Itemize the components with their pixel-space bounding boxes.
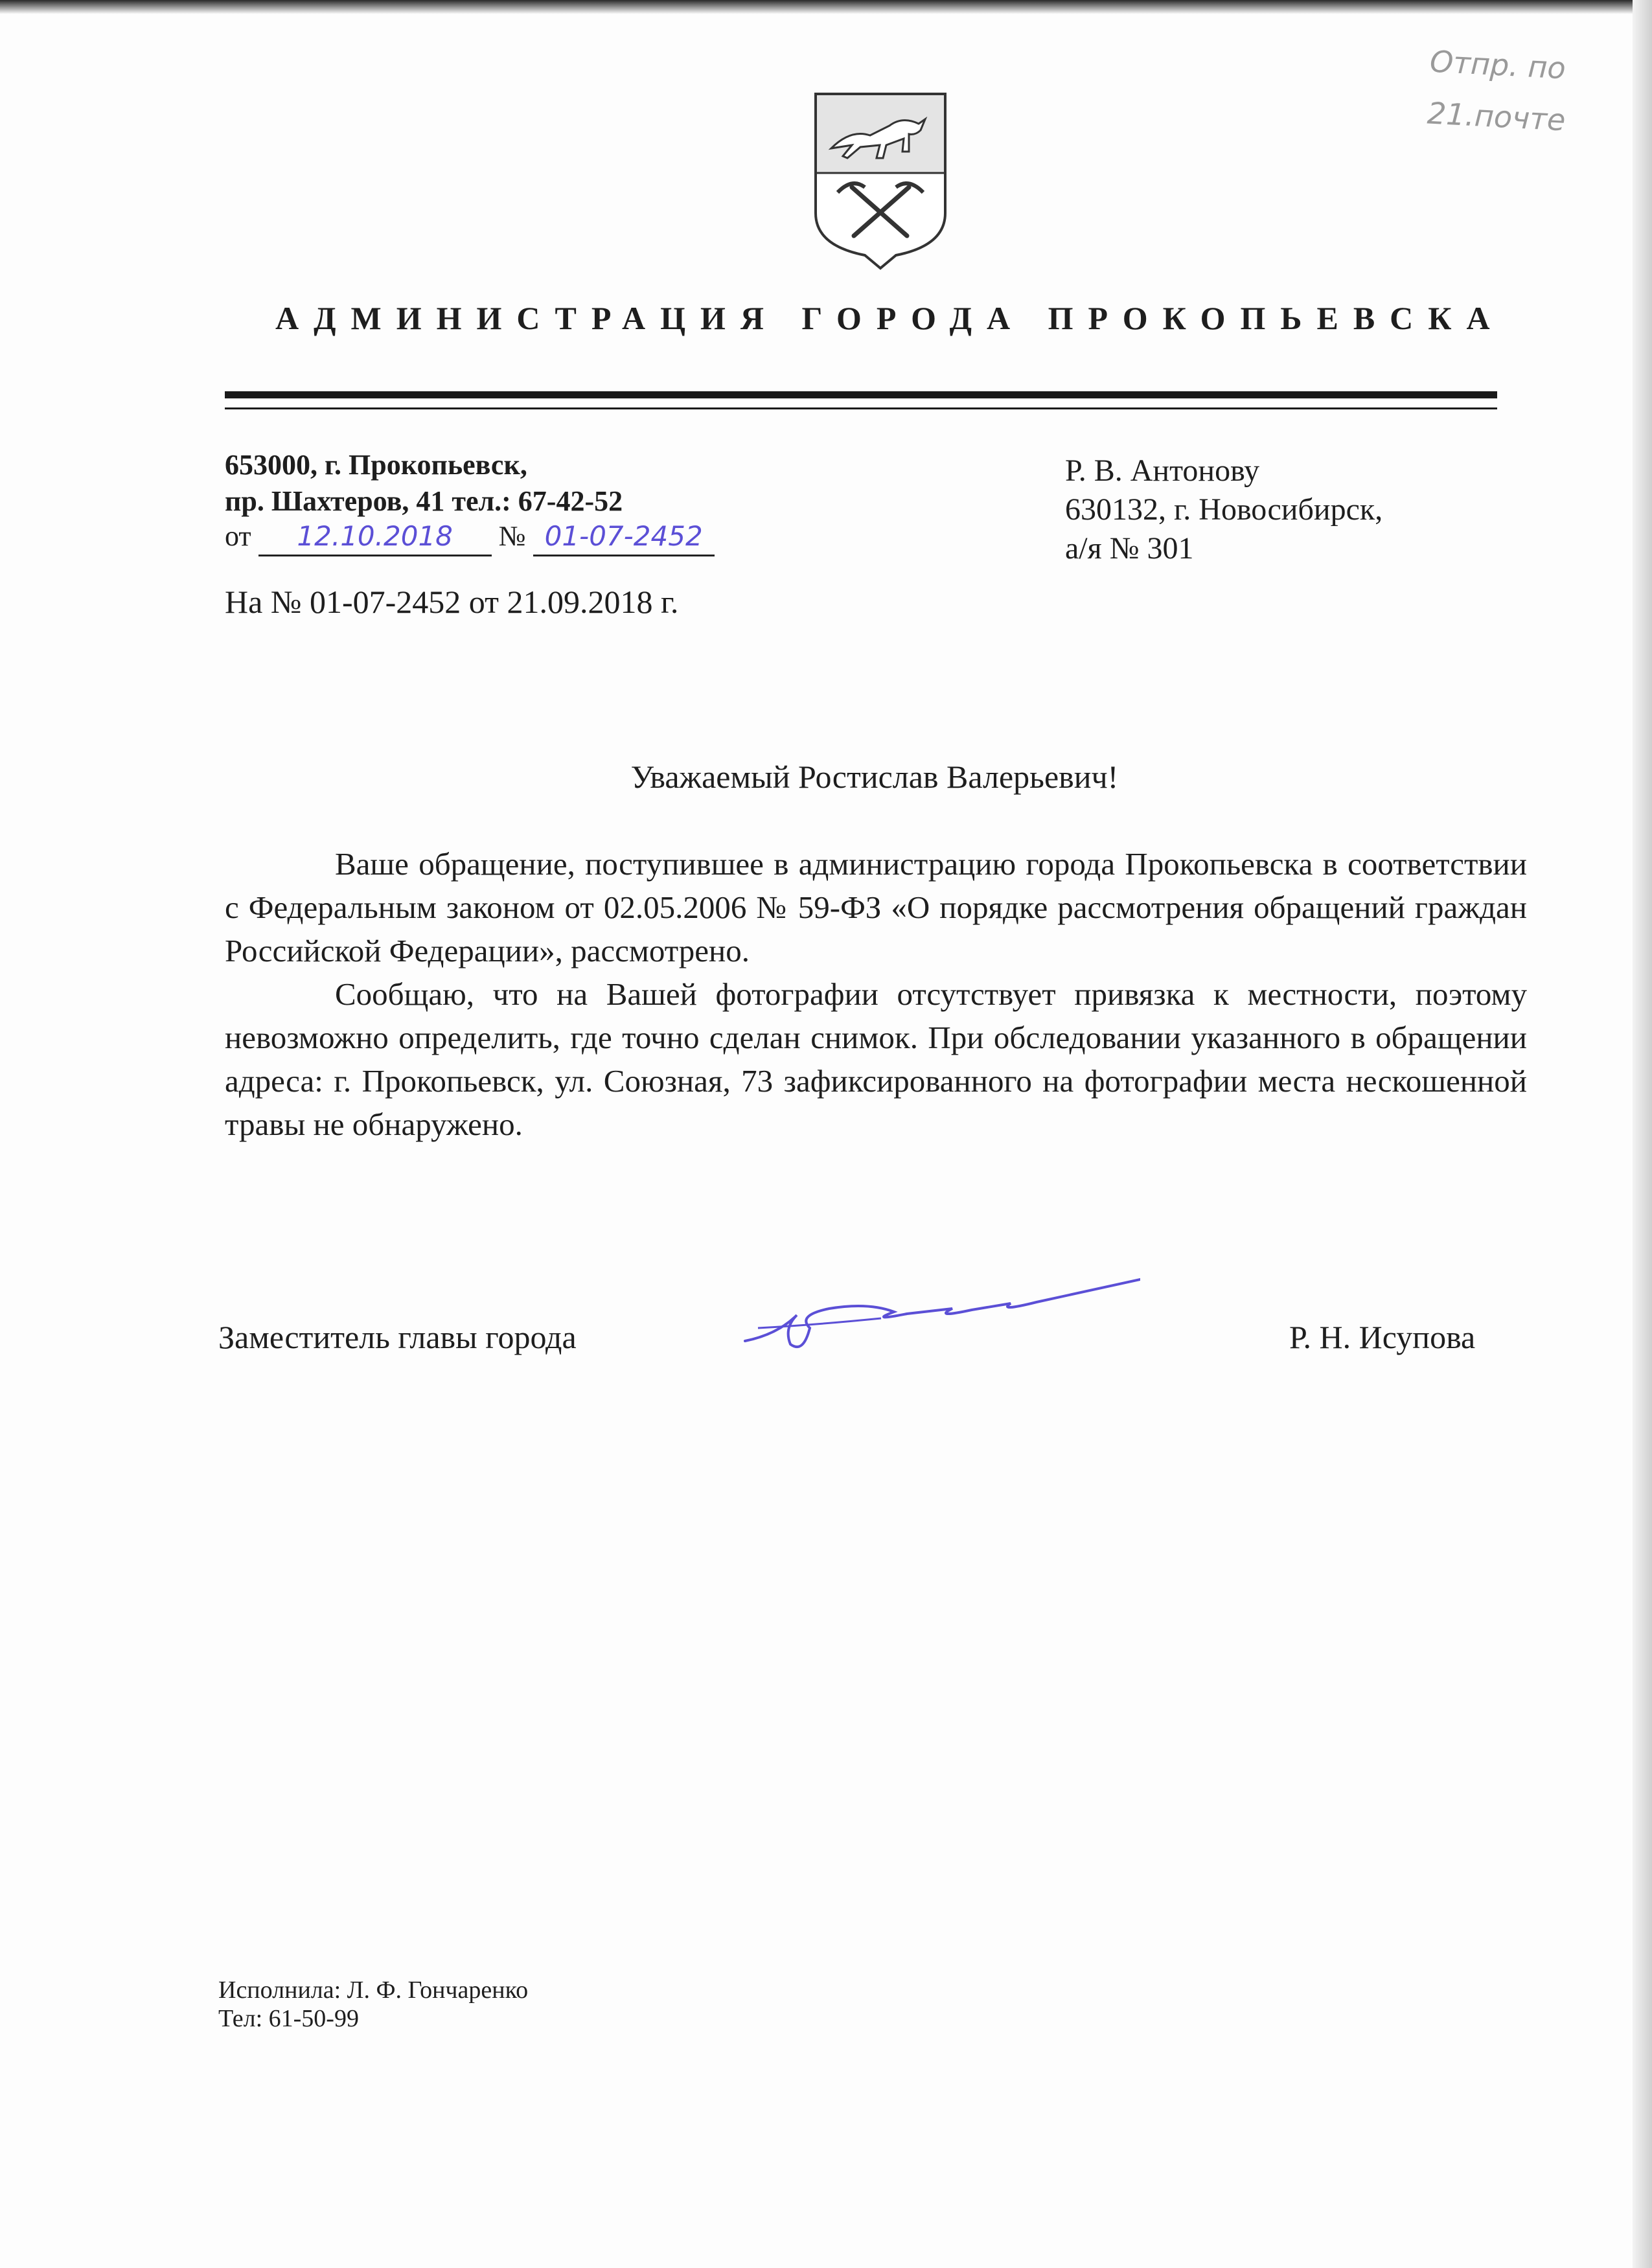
outgoing-reference	[225, 518, 715, 556]
from-label: от	[225, 520, 251, 552]
executor-info	[218, 1976, 528, 2033]
outgoing-number: 01-07-2452	[533, 518, 715, 556]
body-paragraph: Ваше обращение, поступившее в администрацию города Прокопьевска в соответствии с Федеральным законом от 02.05.2006 № 59-ФЗ «О порядке рассмотрения обращений граждан Российской Федерации», рассмотрено.	[225, 846, 1527, 968]
organization-title: АДМИНИСТРАЦИЯ ГОРОДА ПРОКОПЬЕВСКА	[275, 300, 1505, 336]
city-coat-of-arms	[812, 90, 949, 271]
sender-line: 653000, г. Прокопьевск,	[225, 449, 527, 481]
recipient-city: 630132, г. Новосибирск,	[1065, 492, 1383, 527]
executor-phone: Тел: 61-50-99	[218, 2005, 359, 2032]
scan-edge	[0, 0, 1652, 14]
scan-edge	[1633, 0, 1652, 2268]
greeting: Уважаемый Ростислав Валерьевич!	[630, 759, 1119, 795]
note-line: 21.почте	[1426, 95, 1566, 138]
header-rule	[225, 407, 1497, 409]
sender-line: пр. Шахтеров, 41 тел.: 67-42-52	[225, 485, 623, 517]
reply-reference: На № 01-07-2452 от 21.09.2018 г.	[225, 584, 679, 620]
signatory-name: Р. Н. Исупова	[1289, 1319, 1476, 1355]
sender-address	[225, 447, 623, 520]
recipient-name: Р. В. Антонову	[1065, 453, 1260, 488]
header-rule	[225, 391, 1497, 398]
outgoing-date: 12.10.2018	[258, 518, 492, 556]
handwritten-note	[1426, 36, 1570, 146]
signatory-position: Заместитель главы города	[218, 1319, 577, 1355]
recipient-box: а/я № 301	[1065, 531, 1194, 566]
letter-body	[225, 842, 1527, 1146]
body-paragraph: Сообщаю, что на Вашей фотографии отсутствует привязка к местности, поэтому невозможно определить, где точно сделан снимок. При обследовании указанного в обращении адреса: г. Прокопьевск, ул. Союзная, 73 зафиксированного на фотографии места нескошенной травы не обнаружено.	[225, 976, 1527, 1142]
executor-name: Исполнила: Л. Ф. Гончаренко	[218, 1976, 529, 2004]
note-line: Отпр. по	[1428, 43, 1567, 86]
recipient-address	[1065, 452, 1382, 568]
handwritten-signature	[739, 1263, 1140, 1367]
number-label: №	[498, 520, 526, 552]
